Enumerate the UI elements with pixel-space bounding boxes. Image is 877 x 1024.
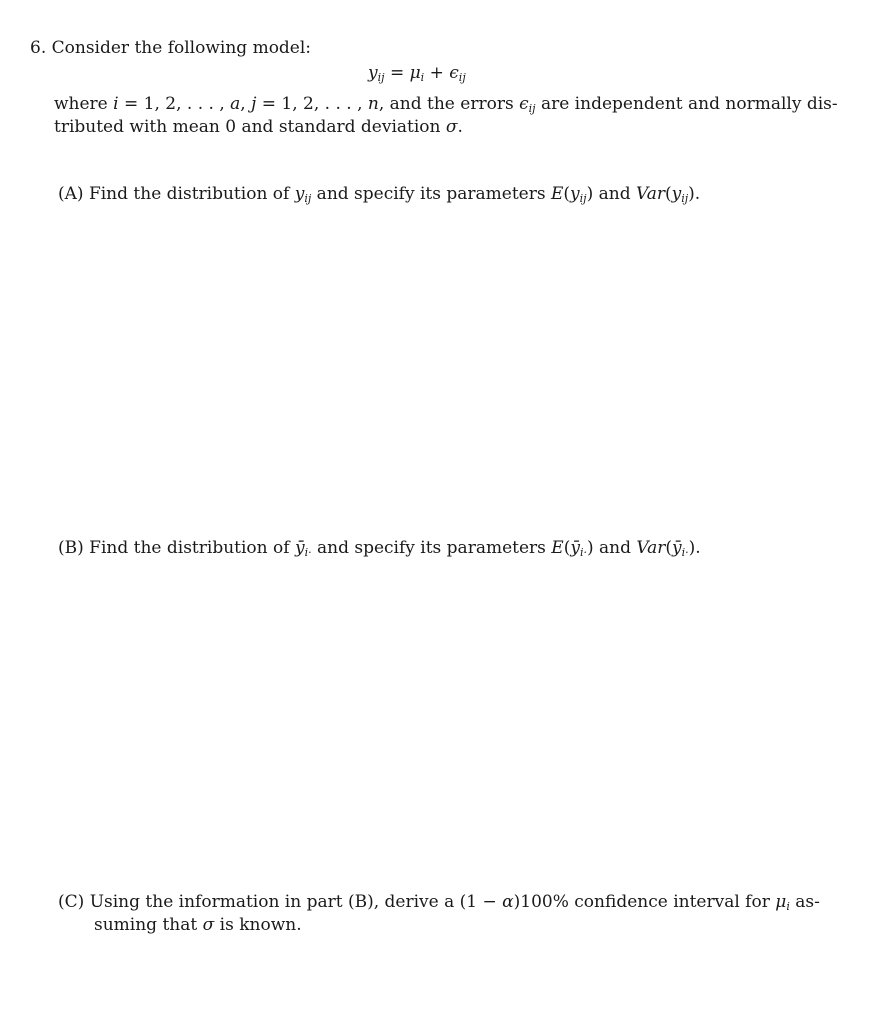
text: is known. (214, 915, 302, 935)
problem-intro: Consider the following model: (51, 38, 312, 58)
text: ( (665, 538, 672, 558)
func-var: Var (636, 538, 666, 558)
part-a-label: (A) (58, 184, 84, 204)
var-i: i (113, 94, 119, 114)
problem-header (30, 37, 311, 59)
eq-y: y (368, 63, 378, 83)
eq-equals: = (384, 63, 410, 83)
var-sigma: σ (445, 117, 458, 137)
text: where (54, 94, 114, 114)
func-var: Var (636, 184, 665, 204)
where-line-2 (54, 116, 463, 138)
text: = 1, 2, . . . , (118, 94, 231, 114)
var-y-sub: ij (681, 192, 689, 205)
var-eps-sub: ij (528, 102, 536, 115)
var-ybar: ȳ (672, 538, 682, 558)
problem-number: 6. (30, 38, 47, 58)
text: )100% confidence interval for (513, 892, 776, 912)
var-y: y (294, 184, 305, 204)
model-equation (368, 62, 466, 89)
var-y-sub: ij (579, 192, 587, 205)
var-ybar-sub: i· (579, 546, 587, 559)
var-alpha: α (502, 892, 514, 912)
var-y-sub: ij (304, 192, 312, 205)
text: as- (789, 892, 820, 912)
var-mu-sub: i (786, 900, 790, 913)
text: = 1, 2, . . . , (256, 94, 368, 114)
var-a: a (230, 94, 241, 114)
text: ). (688, 184, 701, 204)
eq-mu-sub: i (420, 71, 425, 84)
text: Find the distribution of (88, 184, 295, 204)
part-c-label: (C) (58, 892, 85, 912)
eq-plus: + (424, 63, 450, 83)
var-ybar: ȳ (294, 538, 305, 558)
text: , and the errors (378, 94, 520, 114)
part-b-question (58, 537, 701, 564)
text: Using the information in part (B), derive a (1 − (89, 892, 503, 912)
text: and specify its parameters (311, 184, 551, 204)
text: ( (664, 184, 672, 204)
part-a-question (58, 183, 700, 210)
eq-eps: ϵ (449, 63, 459, 83)
var-y: y (570, 184, 580, 204)
text: ) and (586, 538, 637, 558)
text: ) and (586, 184, 636, 204)
text: are independent and normally dis- (535, 94, 838, 114)
var-eps: ϵ (519, 94, 529, 114)
eq-eps-sub: ij (458, 71, 466, 84)
text: . (457, 117, 463, 137)
part-b-label: (B) (58, 538, 84, 558)
var-n: n (367, 94, 379, 114)
var-ybar-sub: i· (681, 546, 689, 559)
part-c-question-line-2 (94, 914, 302, 936)
text: suming that (94, 915, 203, 935)
text: and specify its parameters (311, 538, 552, 558)
var-j: j (251, 94, 257, 114)
eq-mu: μ (409, 63, 421, 83)
text: tributed with mean 0 and standard deviation (54, 117, 446, 137)
func-e: E (551, 538, 564, 558)
eq-y-sub: ij (377, 71, 385, 84)
var-y: y (671, 184, 682, 204)
var-mu: μ (775, 892, 787, 912)
text: ( (563, 184, 571, 204)
var-sigma: σ (202, 915, 215, 935)
var-ybar: ȳ (570, 538, 580, 558)
text: , (240, 94, 252, 114)
text: ( (563, 538, 571, 558)
func-e: E (550, 184, 564, 204)
var-ybar-sub: i· (304, 546, 312, 559)
text: ). (688, 538, 701, 558)
text: Find the distribution of (89, 538, 295, 558)
